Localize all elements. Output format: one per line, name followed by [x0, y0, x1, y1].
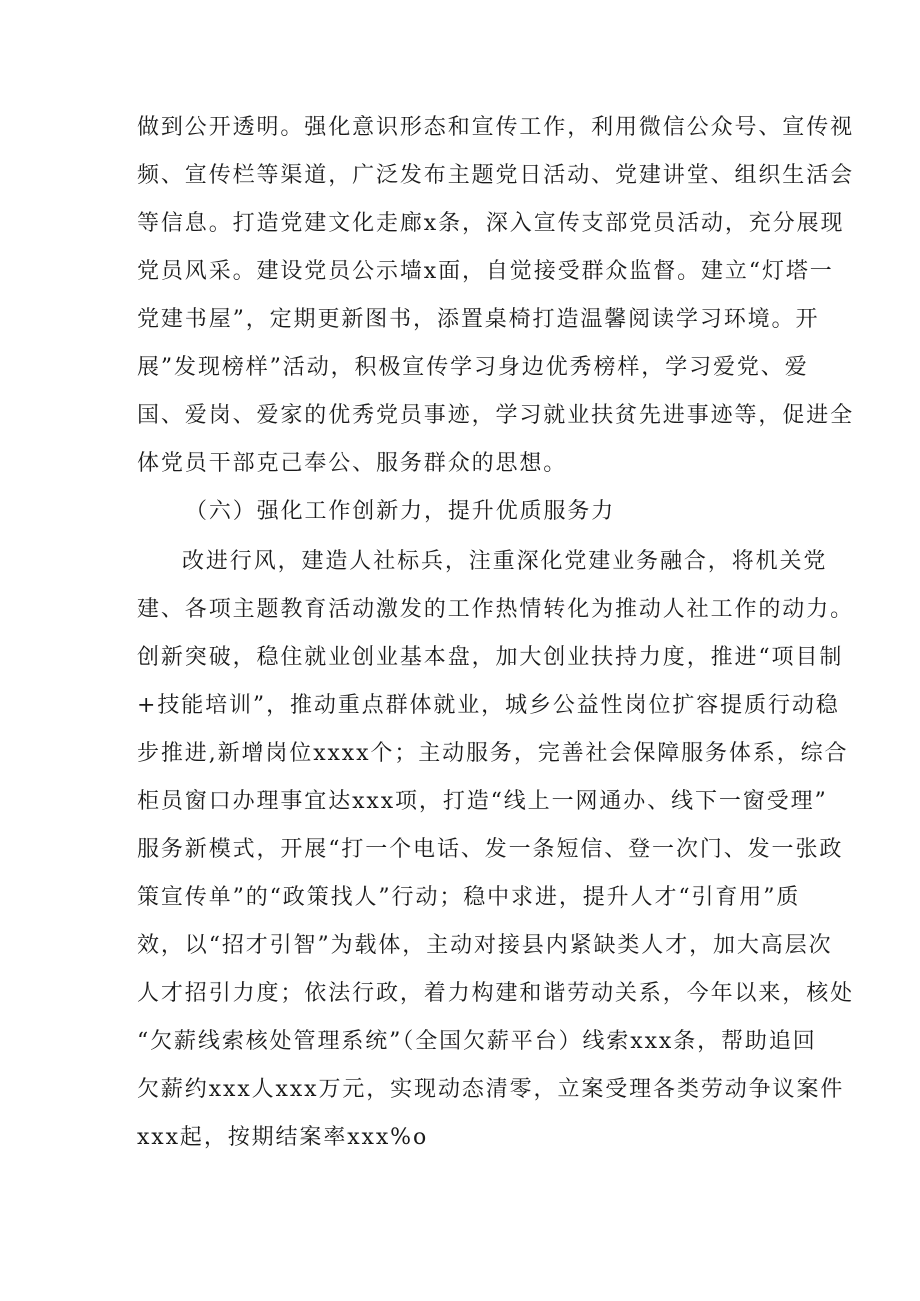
paragraph-2-line-3: 创新突破，稳住就业创业基本盘，加大创业扶持力度，推进“项目制 — [137, 645, 844, 670]
paragraph-2-line-11: “欠薪线索核处管理系统”（全国欠薪平台）线索xxx条，帮助追回 — [137, 1029, 817, 1054]
paragraph-2-line-8: 策宣传单”的“政策找人”行动；稳中求进，提升人才“引育用”质 — [137, 885, 801, 910]
paragraph-1-line-1: 做到公开透明。强化意识形态和宣传工作，利用微信公众号、宣传视 — [137, 115, 855, 140]
section-heading: （六）强化工作创新力，提升优质服务力 — [185, 499, 616, 524]
paragraph-2-line-9: 效，以“招才引智”为载体，主动对接县内紧缺类人才，加大高层次 — [137, 933, 833, 958]
paragraph-1-line-3: 等信息。打造党建文化走廊x条，深入宣传支部党员活动，充分展现 — [137, 211, 845, 236]
paragraph-2-line-7: 服务新模式，开展“打一个电话、发一条短信、登一次门、发一张政 — [137, 837, 844, 862]
paragraph-1-line-8: 体党员干部克己奉公、服务群众的思想。 — [137, 451, 568, 476]
paragraph-2-line-12: 欠薪约xxx人xxx万元，实现动态清零，立案受理各类劳动争议案件 — [137, 1077, 845, 1102]
paragraph-2-line-10: 人才招引力度；依法行政，着力构建和谐劳动关系，今年以来，核处 — [137, 981, 855, 1006]
paragraph-2-line-1: 改进行风，建造人社标兵，注重深化党建业务融合，将机关党 — [182, 549, 828, 574]
paragraph-1-line-4: 党员风采。建设党员公示墙x面，自觉接受群众监督。建立“灯塔一 — [137, 259, 834, 284]
paragraph-2-line-13: xxx起，按期结案率xxx%o — [137, 1125, 429, 1150]
paragraph-2-line-6: 柜员窗口办理事宜达xxx项，打造“线上一网通办、线下一窗受理” — [137, 789, 828, 814]
paragraph-1-line-5: 党建书屋”，定期更新图书，添置桌椅打造温馨阅读学习环境。开 — [137, 307, 820, 332]
paragraph-2-line-5: 步推进,新增岗位xxxx个；主动服务，完善社会保障服务体系，综合 — [137, 741, 849, 766]
paragraph-1-line-2: 频、宣传栏等渠道，广泛发布主题党日活动、党建讲堂、组织生活会 — [137, 163, 855, 188]
paragraph-1-line-6: 展”发现榜样”活动，积极宣传学习身边优秀榜样，学习爱党、爱 — [137, 355, 809, 380]
paragraph-2-line-2: 建、各项主题教育活动激发的工作热情转化为推动人社工作的动力。 — [137, 597, 855, 622]
paragraph-1-line-7: 国、爱岗、爱家的优秀党员事迹，学习就业扶贫先进事迹等，促进全 — [137, 403, 855, 428]
paragraph-2-line-4: +技能培训”，推动重点群体就业，城乡公益性岗位扩容提质行动稳 — [137, 693, 840, 718]
